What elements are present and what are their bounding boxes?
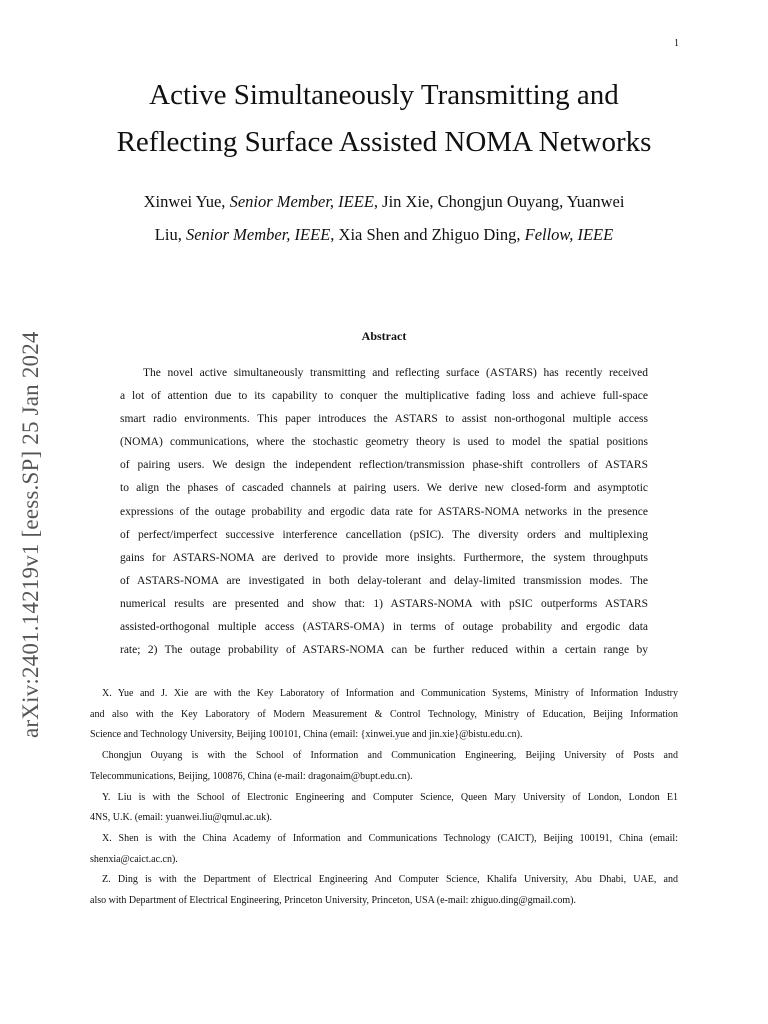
footnote-yue-xie — [90, 684, 678, 746]
abstract-line: numerical results are presented and show that: 1) ASTARS-NOMA with pSIC outperforms ASTARS — [120, 597, 648, 610]
footnote-line: X. Shen is with the China Academy of Information and Communications Technology (CAICT), Beijing 100191, China (email: — [102, 832, 678, 844]
footnote-ding — [90, 870, 678, 911]
footnote-line: also with Department of Electrical Engineering, Princeton University, Princeton, USA (e-mail: zhiguo.ding@gmail.com). — [90, 895, 576, 907]
abstract-line: The novel active simultaneously transmitting and reflecting surface (ASTARS) has recently received — [143, 367, 648, 379]
abstract-line: of pairing users. We design the independent reflection/transmission phase-shift controllers of ASTARS — [120, 459, 648, 472]
footnote-line: Z. Ding is with the Department of Electrical Engineering And Computer Science, Khalifa University, Abu Dhabi, UAE, and — [102, 874, 678, 886]
abstract-line: to align the phases of cascaded channels at pairing users. We derive new closed-form and asymptotic — [120, 482, 648, 495]
footnote-line: Y. Liu is with the School of Electronic Engineering and Computer Science, Queen Mary University of London, London E1 — [102, 791, 678, 803]
abstract-line: of perfect/imperfect successive interference cancellation (pSIC). The diversity orders and multiplexing — [120, 528, 648, 541]
abstract-line: smart radio environments. This paper introduces the ASTARS to assist non-orthogonal multiple access — [120, 413, 648, 426]
footnote-line: shenxia@caict.ac.cn). — [90, 853, 178, 865]
footnote-line: Telecommunications, Beijing, 100876, China (e-mail: dragonaim@bupt.edu.cn). — [90, 770, 413, 782]
author-list — [80, 185, 688, 251]
author-line: Liu, Senior Member, IEEE, Xia Shen and Zhiguo Ding, Fellow, IEEE — [154, 225, 614, 244]
footnote-line: Chongjun Ouyang is with the School of Information and Communication Engineering, Beijing University of Posts and — [102, 750, 678, 762]
author-line: Xinwei Yue, Senior Member, IEEE, Jin Xie, Chongjun Ouyang, Yuanwei — [143, 192, 625, 211]
footnote-line: X. Yue and J. Xie are with the Key Laboratory of Information and Communication Systems, Ministry of Information Industry — [102, 688, 678, 699]
abstract-line: assisted-orthogonal multiple access (ASTARS-OMA) in terms of outage probability and ergodic data — [120, 621, 648, 634]
footnote-line: Science and Technology University, Beijing 100101, China (email: {xinwei.yue and jin.xie}@bistu.edu.cn). — [90, 729, 523, 741]
title-line: Active Simultaneously Transmitting and — [149, 79, 619, 111]
title-line: Reflecting Surface Assisted NOMA Networks — [116, 126, 652, 158]
abstract-line: gains for ASTARS-NOMA are derived to provide more insights. Furthermore, the system throughputs — [120, 551, 648, 564]
footnote-liu — [90, 788, 678, 829]
footnote-ouyang — [90, 746, 678, 787]
abstract-line: of ASTARS-NOMA are investigated in both delay-tolerant and delay-limited transmission modes. The — [120, 574, 648, 587]
abstract-line: a lot of attention due to its capability to conquer the multiplicative fading loss and achieve full-space — [120, 390, 648, 403]
paper-title — [60, 72, 708, 166]
footnote-line: and also with the Key Laboratory of Modern Measurement & Control Technology, Ministry of Education, Beijing Information — [90, 708, 678, 720]
abstract-line: expressions of the outage probability and ergodic data rate for ASTARS-NOMA networks in the presence — [120, 505, 648, 518]
footnote-line: 4NS, U.K. (email: yuanwei.liu@qmul.ac.uk). — [90, 812, 272, 824]
abstract-line: rate; 2) The outage probability of ASTARS-NOMA can be further reduced within a certain range by — [120, 644, 648, 657]
page-number: 1 — [674, 38, 679, 49]
abstract-line: (NOMA) communications, where the stochastic geometry theory is used to model the spatial positions — [120, 436, 648, 449]
arxiv-identifier-stamp: arXiv:2401.14219v1 [eess.SP] 25 Jan 2024 — [18, 331, 43, 738]
abstract-body — [120, 362, 648, 662]
affiliation-footnotes — [90, 684, 678, 912]
footnote-shen — [90, 829, 678, 870]
abstract-heading: Abstract — [361, 329, 407, 343]
